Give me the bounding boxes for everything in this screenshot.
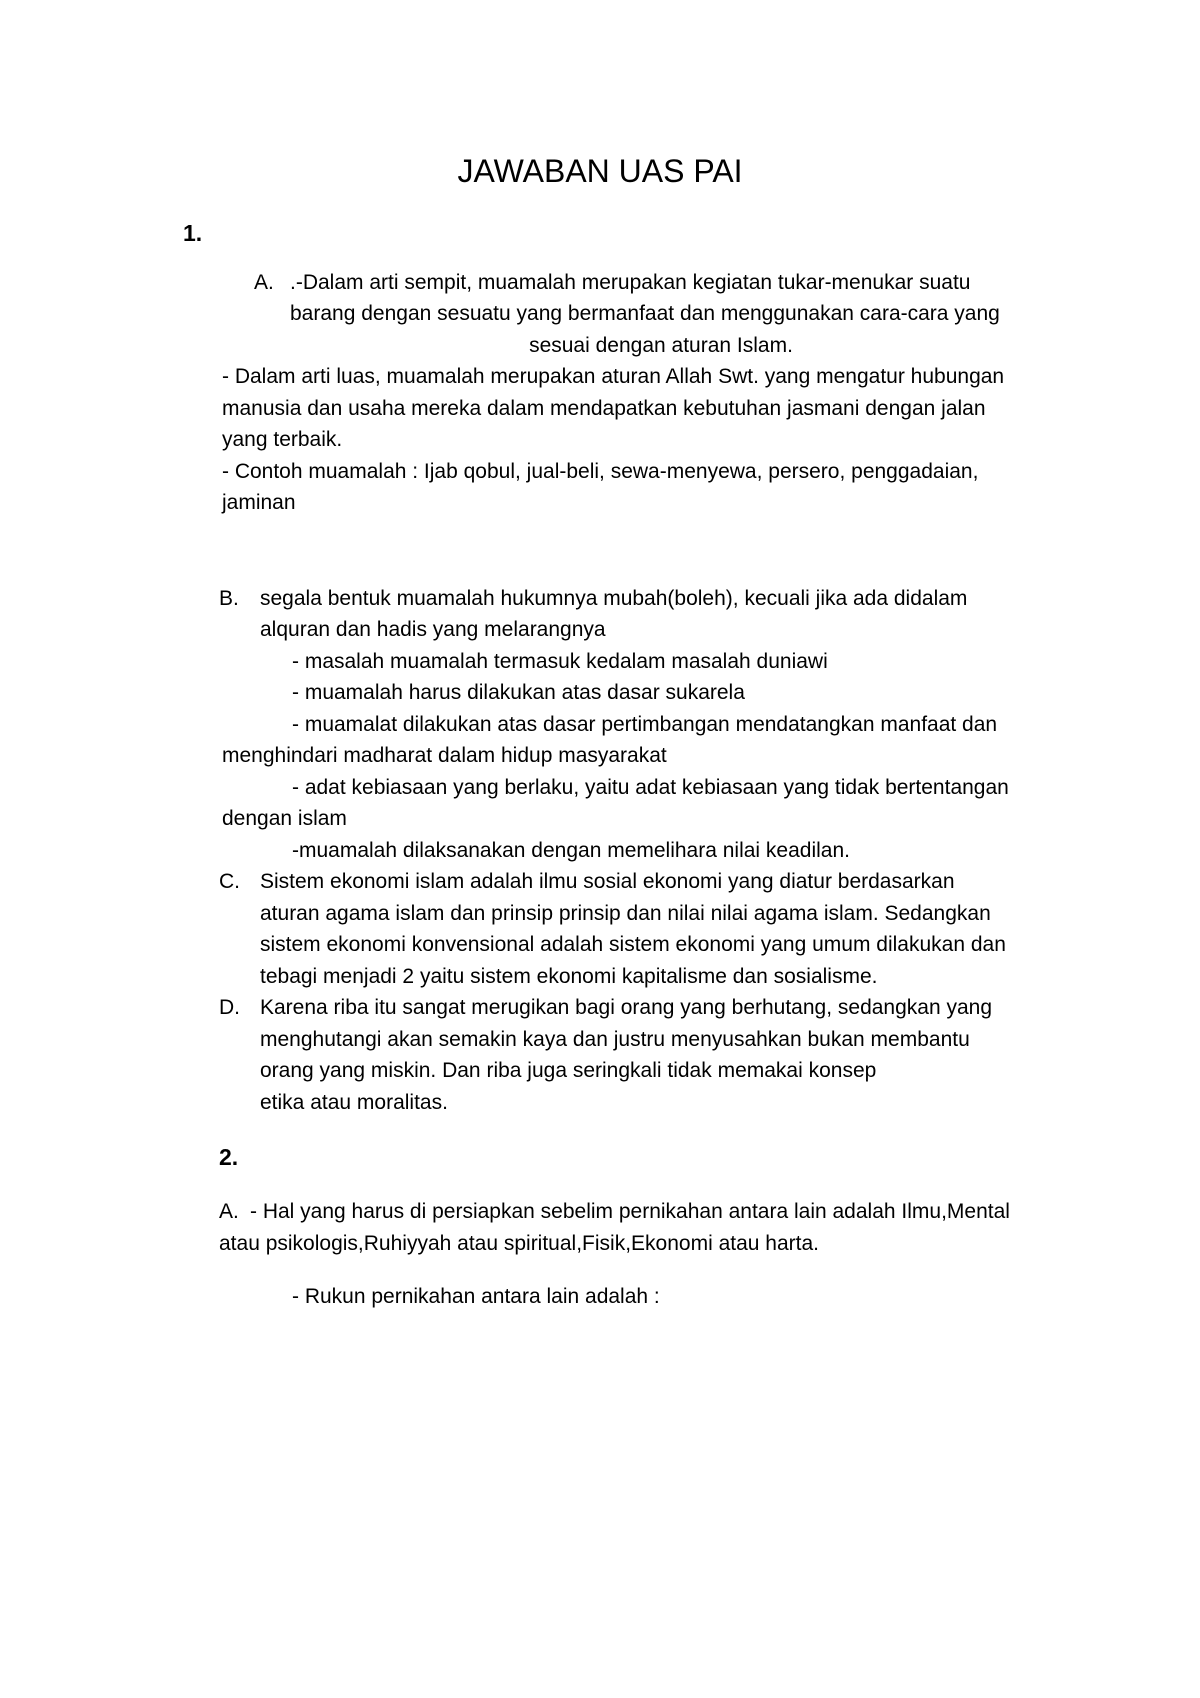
q2-a-line: atau psikologis,Ruhiyyah atau spiritual,Fisik,Ekonomi atau harta.	[219, 1232, 819, 1255]
q1-b-line: - masalah muamalah termasuk kedalam masalah duniawi	[292, 650, 828, 673]
q1-c-line: Sistem ekonomi islam adalah ilmu sosial ekonomi yang diatur berdasarkan	[260, 870, 955, 893]
q1-b-line: - muamalat dilakukan atas dasar pertimbangan mendatangkan manfaat dan	[292, 713, 998, 736]
q2-a-line: - Rukun pernikahan antara lain adalah :	[292, 1285, 660, 1308]
q1-c-marker: C.	[219, 870, 240, 893]
q1-b-line: menghindari madharat dalam hidup masyarakat	[222, 744, 667, 767]
q1-a-line: - Contoh muamalah : Ijab qobul, jual-beli, sewa-menyewa, persero, penggadaian,	[222, 460, 979, 483]
q1-a-line: .-Dalam arti sempit, muamalah merupakan kegiatan tukar-menukar suatu	[290, 271, 971, 294]
question-2-number: 2.	[219, 1144, 239, 1170]
q1-b-line: dengan islam	[222, 807, 347, 830]
q1-c-line: sistem ekonomi konvensional adalah sistem ekonomi yang umum dilakukan dan	[260, 933, 1006, 956]
q1-d-line: etika atau moralitas.	[260, 1091, 448, 1114]
question-1-number: 1.	[183, 220, 203, 246]
q2-a-line: - Hal yang harus di persiapkan sebelim pernikahan antara lain adalah Ilmu,Mental	[250, 1200, 1010, 1223]
q1-b-line: - adat kebiasaan yang berlaku, yaitu adat kebiasaan yang tidak bertentangan	[292, 776, 1009, 799]
q1-d-line: Karena riba itu sangat merugikan bagi orang yang berhutang, sedangkan yang	[260, 996, 993, 1019]
q1-b-line: - muamalah harus dilakukan atas dasar sukarela	[292, 681, 745, 704]
q1-a-line: jaminan	[222, 491, 296, 514]
q1-b-line: -muamalah dilaksanakan dengan memelihara nilai keadilan.	[292, 839, 850, 862]
q1-a-line: manusia dan usaha mereka dalam mendapatkan kebutuhan jasmani dengan jalan	[222, 397, 986, 420]
page-title: JAWABAN UAS PAI	[457, 153, 743, 189]
q1-c-line: tebagi menjadi 2 yaitu sistem ekonomi kapitalisme dan sosialisme.	[260, 965, 878, 988]
q1-a-line: yang terbaik.	[222, 428, 343, 451]
q1-a-marker: A.	[254, 271, 274, 294]
q1-b-line: segala bentuk muamalah hukumnya mubah(boleh), kecuali jika ada didalam	[260, 587, 968, 610]
q1-b-line: alquran dan hadis yang melarangnya	[260, 618, 606, 641]
q1-d-line: orang yang miskin. Dan riba juga seringkali tidak memakai konsep	[260, 1059, 877, 1082]
q1-d-marker: D.	[219, 996, 240, 1019]
q2-a-marker: A.	[219, 1200, 239, 1223]
q1-a-line: - Dalam arti luas, muamalah merupakan aturan Allah Swt. yang mengatur hubungan	[222, 365, 1005, 388]
q1-d-line: menghutangi akan semakin kaya dan justru menyusahkan bukan membantu	[260, 1028, 970, 1051]
q1-a-line: barang dengan sesuatu yang bermanfaat dan menggunakan cara-cara yang	[290, 302, 1000, 325]
q1-a-line: sesuai dengan aturan Islam.	[529, 334, 793, 357]
q1-b-marker: B.	[219, 587, 239, 610]
q1-c-line: aturan agama islam dan prinsip prinsip dan nilai nilai agama islam. Sedangkan	[260, 902, 991, 925]
